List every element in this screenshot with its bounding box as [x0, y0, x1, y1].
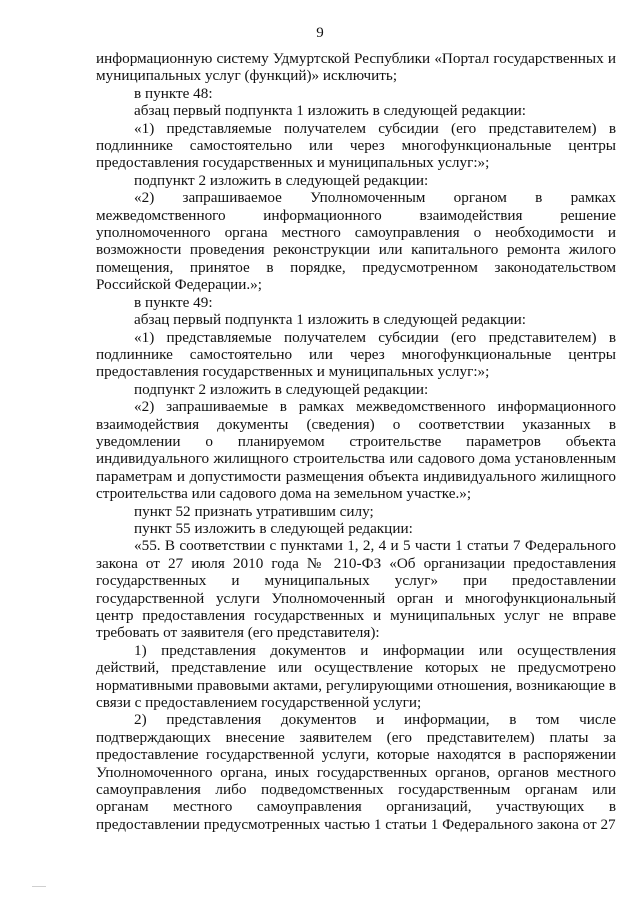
paragraph-continuation: информационную систему Удмуртской Республики «Портал государственных и муниципальных услуг (функций)» исключить; [96, 50, 616, 85]
document-body [96, 50, 616, 833]
paragraph: абзац первый подпункта 1 изложить в следующей редакции: [134, 311, 527, 329]
paragraph: «2) запрашиваемое Уполномоченным органом в рамках межведомственного информационного взаимодействия решение уполномоченного органа местного самоуправления о необходимости и возможности проведения реконструкции или капитального ремонта жилого помещения, принятое в порядке, предусмотренном законодательством Российской Федерации.»; [96, 189, 616, 294]
paragraph: в пункте 49: [134, 293, 213, 311]
paragraph: «1) представляемые получателем субсидии (его представителем) в подлиннике самостоятельно или через многофункциональные центры предоставления государственных и муниципальных услуг:»; [96, 328, 616, 381]
page-number: 9 [316, 25, 324, 41]
paragraph: пункт 55 изложить в следующей редакции: [134, 519, 413, 537]
paragraph: «55. В соответствии с пунктами 1, 2, 4 и 5 части 1 статьи 7 Федерального закона от 27 июля 2010 года № 210-ФЗ «Об организации предоставления государственных и муниципальных услуг» при предоставлении государственной услуги Уполномоченный орган и многофункциональный центр предоставления государственных и муниципальных услуг не вправе требовать от заявителя (его представителя): [96, 537, 616, 642]
scan-artifact [32, 886, 46, 887]
paragraph: абзац первый подпункта 1 изложить в следующей редакции: [134, 102, 527, 120]
paragraph: пункт 52 признать утратившим силу; [134, 502, 374, 520]
paragraph: 2) представления документов и информации, в том числе подтверждающих внесение заявителем (его представителем) платы за предоставление государственной услуги, которые находятся в распоряжении Уполномоченного органа, иных государственных органов, органов местного самоуправления либо подведомственных государственным органам или органам местного самоуправления организаций, участвующих в предоставлении предусмотренных частью 1 статьи 1 Федерального закона от 27 [96, 711, 616, 833]
paragraph: «2) запрашиваемые в рамках межведомственного информационного взаимодействия документы (сведения) о соответствии указанных в уведомлении о планируемом строительстве параметров объекта индивидуального жилищного строительства или садового дома установленным параметрам и допустимости размещения объекта индивидуального жилищного строительства или садового дома на земельном участке.»; [96, 398, 616, 503]
paragraph: в пункте 48: [134, 84, 213, 102]
paragraph: «1) представляемые получателем субсидии (его представителем) в подлиннике самостоятельно или через многофункциональные центры предоставления государственных и муниципальных услуг:»; [96, 119, 616, 172]
paragraph: подпункт 2 изложить в следующей редакции: [134, 171, 429, 189]
paragraph: подпункт 2 изложить в следующей редакции: [134, 380, 429, 398]
paragraph: 1) представления документов и информации или осуществления действий, представление или осуществление которых не предусмотрено нормативными правовыми актами, регулирующими отношения, возникающие в связи с предоставлением государственной услуги; [96, 641, 616, 712]
